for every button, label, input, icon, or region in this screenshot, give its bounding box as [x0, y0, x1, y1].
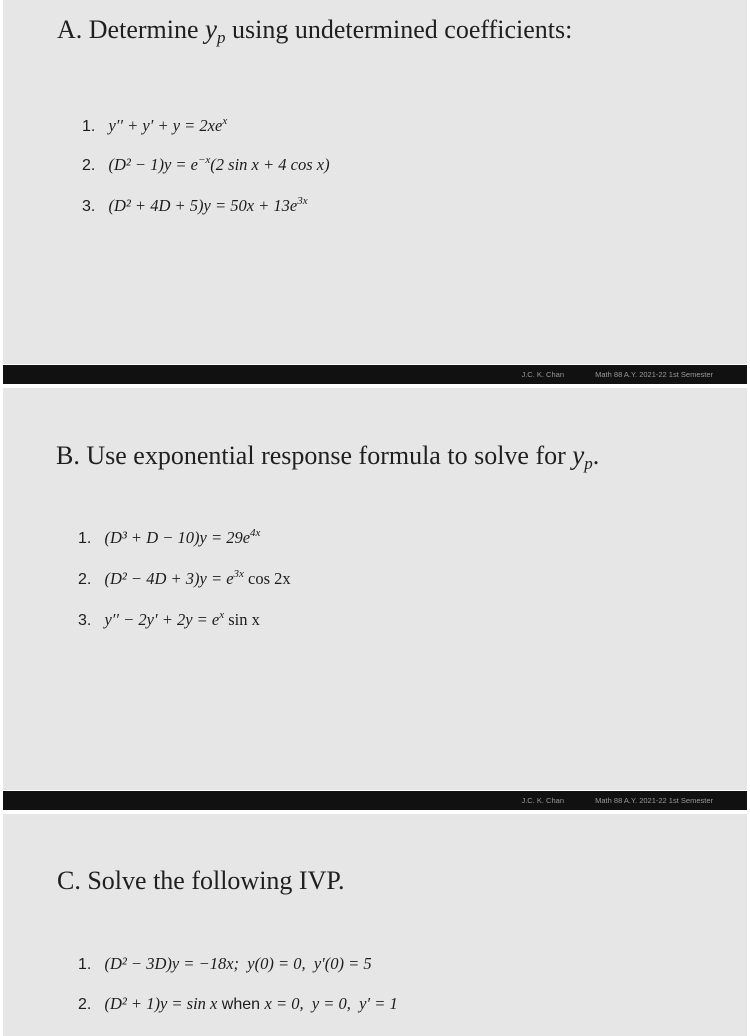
slide-c — [3, 814, 747, 1036]
equation: $(D^2 - 4D + 3)y = e^{3x}$ cos 2x — [104, 568, 291, 588]
problem-a1 — [82, 116, 227, 136]
equation: $(D^3 + D - 10)y = 29e^{4x}$ — [104, 527, 261, 547]
equation-word: when — [217, 996, 265, 1013]
problem-c1 — [78, 954, 372, 974]
section-c-heading — [57, 866, 344, 896]
equation: $y'' - 2y' + 2y = e^x$ sin x — [104, 609, 260, 629]
problem-number: 3. — [82, 198, 96, 215]
problem-number: 2. — [78, 996, 92, 1013]
problem-number: 2. — [82, 157, 96, 174]
footer-author: J.C. K. Chan — [521, 796, 564, 805]
footer-course: Math 88 A.Y. 2021-22 1st Semester — [595, 370, 713, 379]
equation: (D² − 3D)y = −18x; y(0) = 0, y′(0) = 5 — [104, 954, 372, 973]
heading-text: using undetermined coefficients: — [232, 15, 573, 44]
slide-b — [3, 388, 747, 790]
slide-footer-bar — [3, 365, 747, 384]
heading-math: $y_p$ — [572, 440, 593, 473]
equation: $(D^2 + 4D + 5)y = 50x + 13e^{3x}$ — [108, 195, 308, 215]
section-b-heading — [56, 440, 599, 474]
problem-number: 1. — [78, 530, 92, 547]
problem-b2 — [78, 569, 291, 589]
problem-a3 — [82, 196, 308, 216]
equation: (D² + 1)y = sin x — [104, 994, 218, 1013]
problem-a2 — [82, 155, 330, 175]
footer-course: Math 88 A.Y. 2021-22 1st Semester — [595, 796, 713, 805]
equation: $(D^2 - 1)y = e^{-x}(2$ sin x + 4 cos x) — [108, 154, 330, 174]
slide-a — [3, 0, 747, 364]
heading-text: A. Determine — [57, 15, 199, 44]
heading-text: . — [592, 441, 600, 470]
problem-c2 — [78, 994, 398, 1014]
equation: x = 0, y = 0, y′ = 1 — [264, 994, 398, 1013]
heading-text: C. Solve the following IVP. — [57, 866, 345, 895]
problem-number: 2. — [78, 571, 92, 588]
heading-text: B. Use exponential response formula to solve for — [56, 441, 566, 470]
slide-footer-bar — [3, 791, 747, 810]
problem-number: 1. — [78, 956, 92, 973]
section-a-heading — [57, 14, 572, 48]
problem-b3 — [78, 610, 260, 630]
problem-number: 1. — [82, 118, 96, 135]
footer-author: J.C. K. Chan — [521, 370, 564, 379]
problem-number: 3. — [78, 612, 92, 629]
equation: $y'' + y' + y = 2xe^x$ — [108, 115, 228, 135]
heading-math: $y_p$ — [205, 14, 226, 47]
problem-b1 — [78, 528, 260, 548]
